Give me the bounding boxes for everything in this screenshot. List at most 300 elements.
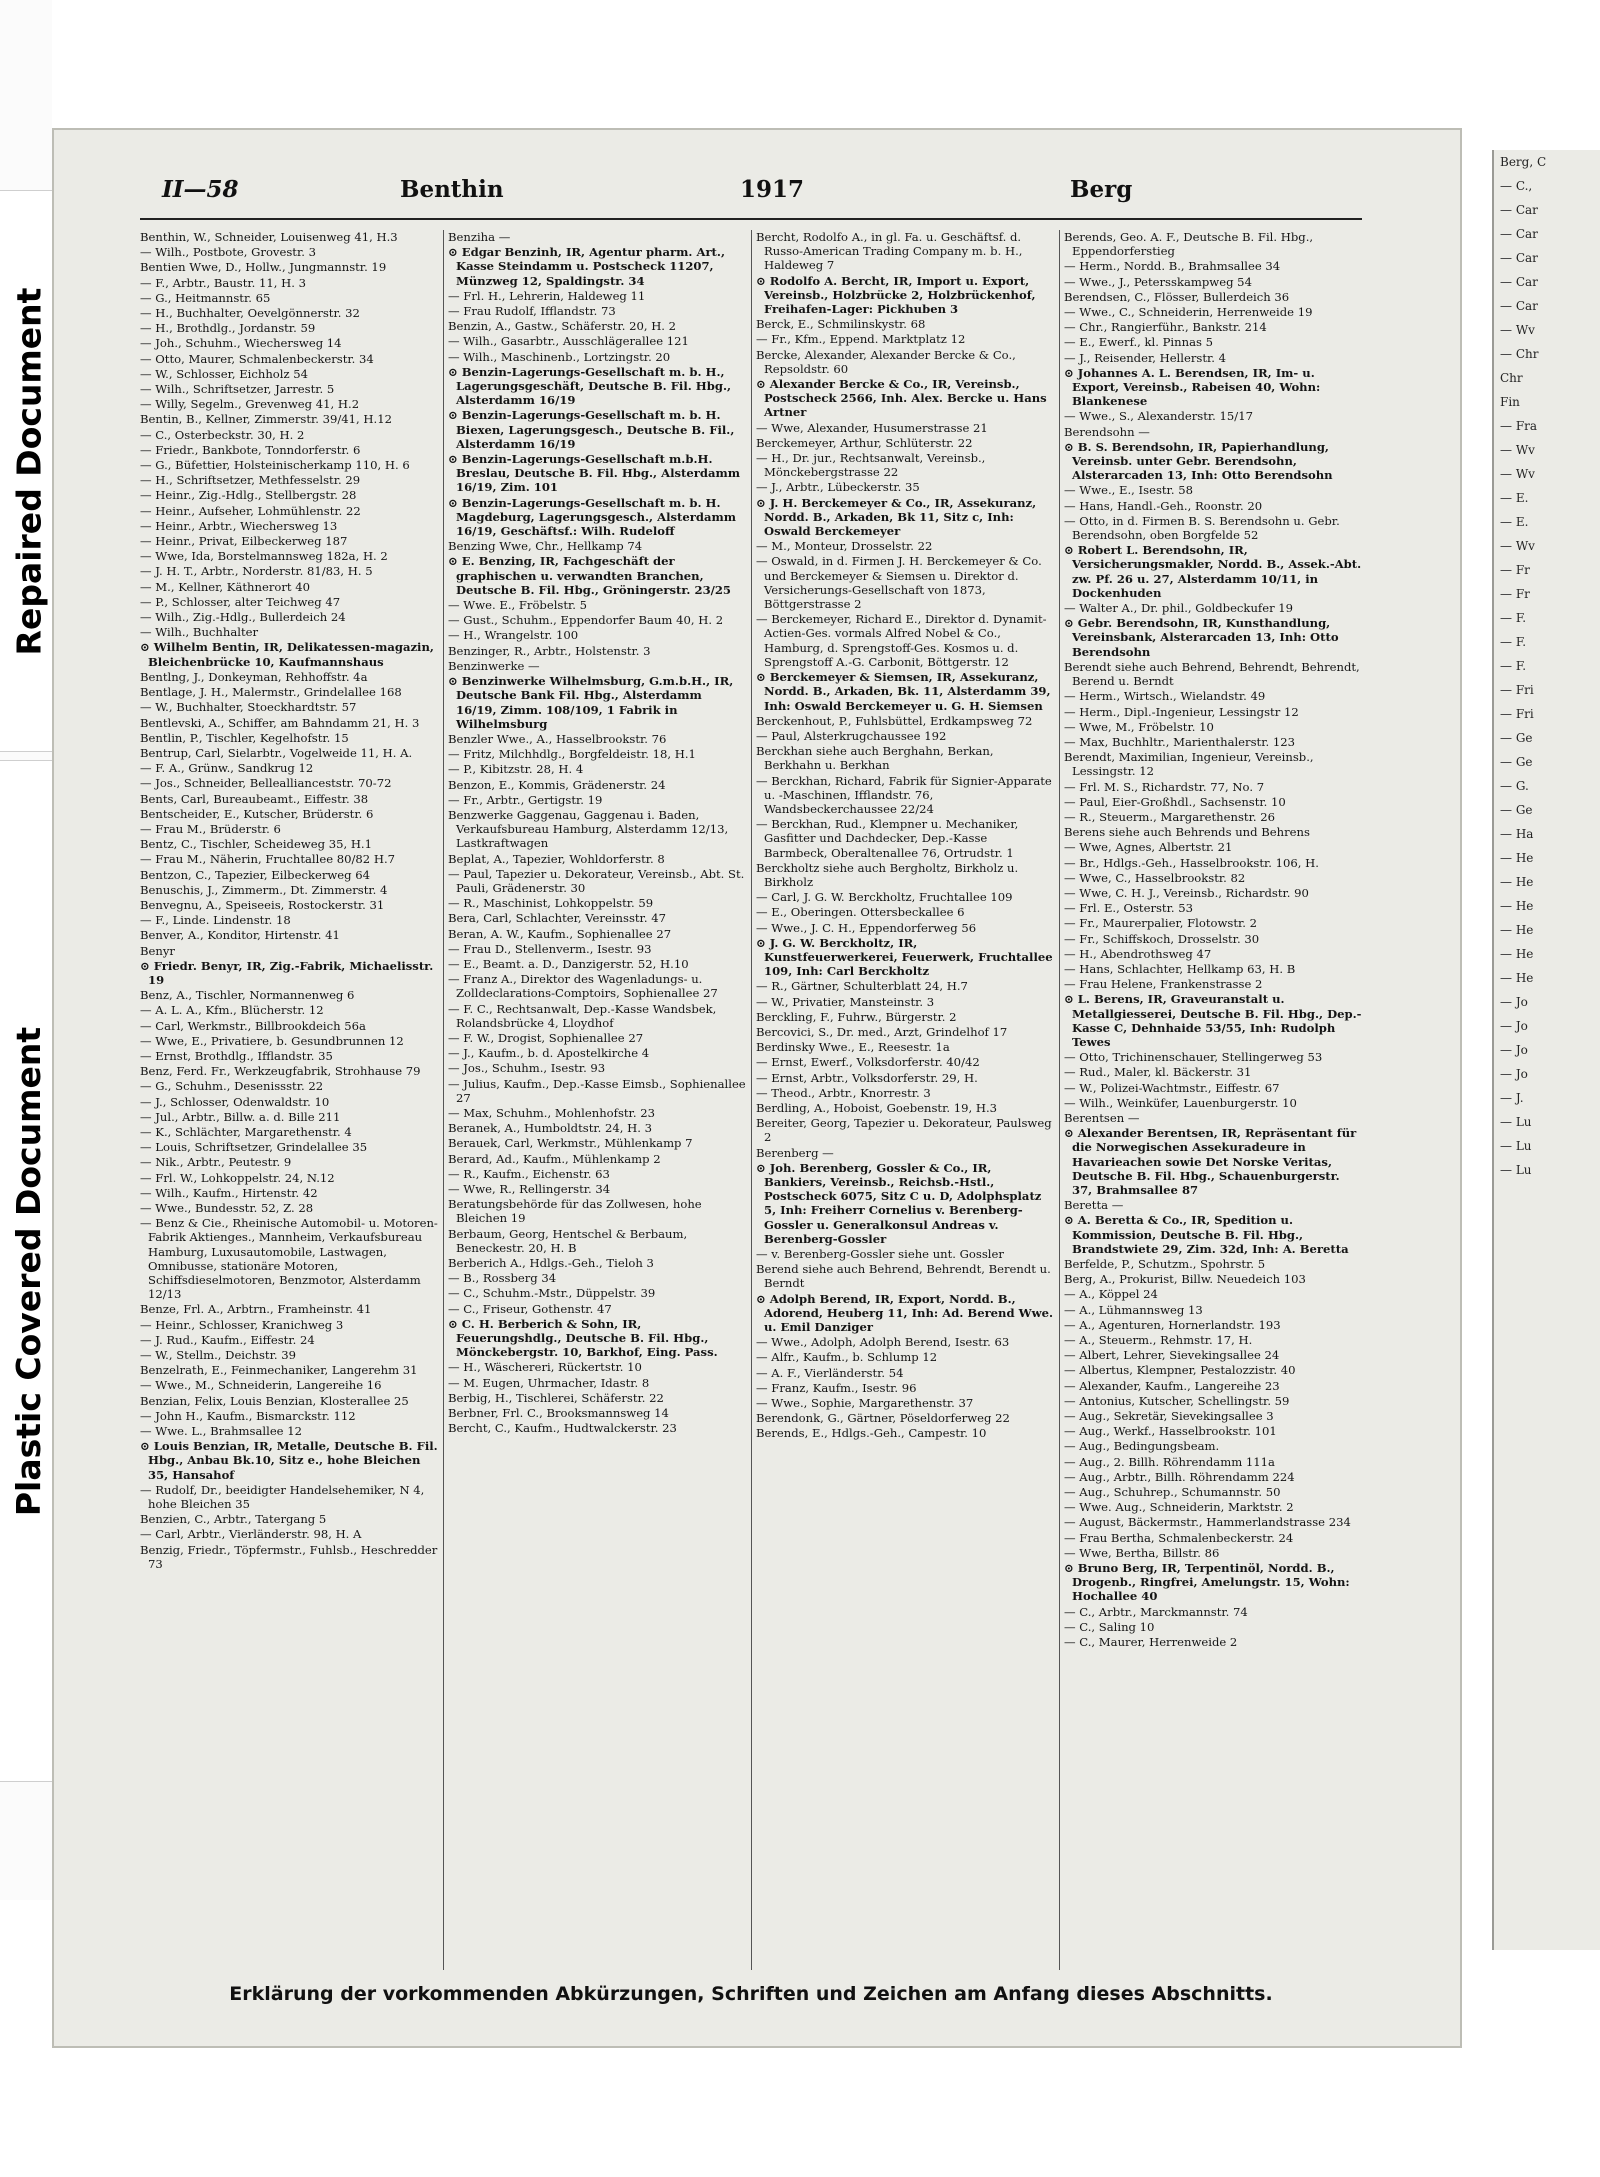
directory-entry: — Berckhan, Rud., Klempner u. Mechaniker, Gasfitter und Dachdecker, Dep.-Kasse Barmbeck, Oberaltenallee 76, Ortrudstr. 1 bbox=[756, 817, 1019, 860]
directory-entry: — A. L. A., Kfm., Blücherstr. 12 bbox=[140, 1003, 324, 1018]
directory-entry: Beplat, A., Tapezier, Wohldorferstr. 8 bbox=[448, 851, 665, 866]
directory-entry: — A., Steuerm., Rehmstr. 17, H. bbox=[1064, 1333, 1253, 1348]
adjacent-page-fragment: — Car bbox=[1500, 299, 1538, 313]
adjacent-page-edge bbox=[1492, 150, 1600, 1950]
directory-entry: — Fr., Kfm., Eppend. Marktplatz 12 bbox=[756, 332, 966, 347]
directory-entry: Berfelde, P., Schutzm., Spohrstr. 5 bbox=[1064, 1257, 1266, 1272]
adjacent-page-fragment: — Chr bbox=[1500, 347, 1539, 361]
directory-entry: — Heinr., Arbtr., Wiechersweg 13 bbox=[140, 518, 338, 533]
directory-entry: ⊙ Johannes A. L. Berendsen, IR, Im- u. Export, Vereinsb., Rabeisen 40, Wohn: Blankenese bbox=[1064, 365, 1321, 409]
directory-entry: — August, Bäckermstr., Hammerlandstrasse 234 bbox=[1064, 1515, 1351, 1530]
directory-entry: — Wwe, Bertha, Billstr. 86 bbox=[1064, 1545, 1220, 1560]
adjacent-page-fragment: — Fra bbox=[1500, 419, 1538, 433]
directory-entry: — Aug., Schuhrep., Schumannstr. 50 bbox=[1064, 1485, 1281, 1500]
directory-entry: — Rud., Maler, kl. Bäckerstr. 31 bbox=[1064, 1065, 1252, 1080]
directory-entry: — Frau D., Stellenverm., Isestr. 93 bbox=[448, 941, 652, 956]
directory-entry: ⊙ J. G. W. Berckholtz, IR, Kunstfeuerwerkerei, Feuerwerk, Fruchtallee 109, Inh: Carl Berckholtz bbox=[756, 935, 1053, 979]
directory-entry: ⊙ Joh. Berenberg, Gossler & Co., IR, Bankiers, Vereinsb., Reichsb.-Hstl., Postscheck 6075, Sitz C u. D, Adolphsplatz 5, Inh: Freiherr Cornelius v. Berenberg-Gossler u. Generalkonsul Andreas v. Berenberg-Gossler bbox=[756, 1160, 1042, 1246]
directory-entry: Benzing Wwe, Chr., Hellkamp 74 bbox=[448, 539, 643, 554]
directory-entry: ⊙ A. Beretta & Co., IR, Spedition u. Kommission, Deutsche B. Fil. Hbg., Brandstwiete 29, Zim. 32d, Inh: A. Beretta bbox=[1064, 1213, 1349, 1256]
directory-entry: — A. F., Vierländerstr. 54 bbox=[756, 1365, 904, 1380]
directory-entry: — Wwe, C. H. J., Vereinsb., Richardstr. 90 bbox=[1064, 885, 1309, 900]
adjacent-page-fragment: — Fr bbox=[1500, 587, 1530, 601]
directory-entry: Beran, A. W., Kaufm., Sophienallee 27 bbox=[448, 926, 672, 941]
directory-entry: — C., Saling 10 bbox=[1064, 1619, 1155, 1634]
plastic-covered-text: Plastic Covered Document bbox=[9, 1026, 49, 1516]
directory-entry: — Walter A., Dr. phil., Goldbeckufer 19 bbox=[1064, 601, 1294, 616]
directory-entry: ⊙ Rodolfo A. Bercht, IR, Import u. Export, Vereinsb., Holzbrücke 2, Holzbrückenhof, Freihafen-Lager: Pickhuben 3 bbox=[756, 273, 1036, 317]
directory-entry: Bercke, Alexander, Alexander Bercke & Co., Repsoldstr. 60 bbox=[756, 347, 1016, 376]
directory-entry: Berckemeyer, Arthur, Schlüterstr. 22 bbox=[756, 435, 973, 450]
directory-entry: — Frau M., Brüderstr. 6 bbox=[140, 821, 281, 836]
directory-entry: — H., Wrangelstr. 100 bbox=[448, 628, 579, 643]
directory-entry: — Wwe., Sophie, Margarethenstr. 37 bbox=[756, 1396, 974, 1411]
directory-entry: — A., Köppel 24 bbox=[1064, 1287, 1158, 1302]
directory-entry: — Otto, in d. Firmen B. S. Berendsohn u. Gebr. Berendsohn, oben Borgfelde 52 bbox=[1064, 513, 1340, 543]
directory-entry: Berg, A., Prokurist, Billw. Neuedeich 103 bbox=[1064, 1272, 1306, 1287]
directory-entry: — Aug., Arbtr., Billh. Röhrendamm 224 bbox=[1064, 1469, 1295, 1484]
directory-entry: — J., Reisender, Hellerstr. 4 bbox=[1064, 350, 1226, 365]
adjacent-page-fragment: — F. bbox=[1500, 611, 1527, 625]
directory-entry: — Wwe, Ida, Borstelmannsweg 182a, H. 2 bbox=[140, 549, 388, 564]
column-4 bbox=[1064, 230, 1362, 1970]
directory-entry: — Wwe, R., Rellingerstr. 34 bbox=[448, 1182, 611, 1196]
directory-entry: ⊙ Robert L. Berendsohn, IR, Versicherungsmakler, Nordd. B., Assek.-Abt. zw. Pf. 26 u. 27, Alsterdamm 10/11, in Dockenhuden bbox=[1064, 543, 1362, 600]
directory-entry: Bercht, C., Kaufm., Hudtwalckerstr. 23 bbox=[448, 1421, 677, 1436]
directory-entry: — Wwe. L., Brahmsallee 12 bbox=[140, 1424, 302, 1439]
directory-entry: — Frl. M. S., Richardstr. 77, No. 7 bbox=[1064, 779, 1265, 794]
adjacent-page-fragment: — Car bbox=[1500, 227, 1538, 241]
directory-entry: — Albertus, Klempner, Pestalozzistr. 40 bbox=[1064, 1363, 1296, 1378]
directory-entry: ⊙ Benzin-Lagerungs-Gesellschaft m. b. H. Biexen, Lagerungsgesch., Deutsche B. Fil., Alsterdamm 16/19 bbox=[448, 408, 735, 451]
directory-entry: — F. A., Grünw., Sandkrug 12 bbox=[140, 761, 314, 776]
directory-entry: — Jos., Schuhm., Isestr. 93 bbox=[448, 1061, 606, 1076]
directory-entry: — Willy, Segelm., Grevenweg 41, H.2 bbox=[140, 397, 360, 412]
directory-entry: — R., Gärtner, Schulterblatt 24, H.7 bbox=[756, 979, 968, 994]
adjacent-page-fragment: — Fri bbox=[1500, 707, 1534, 721]
directory-entry: — G., Heitmannstr. 65 bbox=[140, 290, 271, 305]
adjacent-page-fragment: — Jo bbox=[1500, 1043, 1528, 1057]
directory-entry: ⊙ Berckemeyer & Siemsen, IR, Assekuranz, Nordd. B., Arkaden, Bk. 11, Alsterdamm 39, Inh: Oswald Berckemeyer u. G. H. Siemsen bbox=[756, 670, 1051, 713]
directory-entry: Benz, A., Tischler, Normannenweg 6 bbox=[140, 988, 355, 1003]
adjacent-page-fragment: — E. bbox=[1500, 515, 1529, 529]
directory-entry: — Albert, Lehrer, Sievekingsallee 24 bbox=[1064, 1348, 1280, 1363]
directory-entry: — W., Stellm., Deichstr. 39 bbox=[140, 1348, 296, 1363]
directory-entry: — Alfr., Kaufm., b. Schlump 12 bbox=[756, 1350, 938, 1365]
directory-entry: — F. W., Drogist, Sophienallee 27 bbox=[448, 1030, 644, 1045]
adjacent-page-fragment: — Jo bbox=[1500, 1067, 1528, 1081]
directory-entry: Berentsen — bbox=[1064, 1110, 1140, 1125]
directory-entry: — Wwe, Alexander, Husumerstrasse 21 bbox=[756, 420, 988, 435]
header-year: 1917 bbox=[740, 176, 805, 203]
directory-entry: — Chr., Rangierführ., Bankstr. 214 bbox=[1064, 320, 1267, 335]
directory-entry: ⊙ L. Berens, IR, Graveuranstalt u. Metallgiesserei, Deutsche B. Fil. Hbg., Dep.-Kasse C, Dehnhaide 53/55, Inh: Rudolph Tewes bbox=[1064, 992, 1362, 1049]
directory-entry: — Heinr., Privat, Eilbeckerweg 187 bbox=[140, 534, 348, 549]
directory-entry: Berauek, Carl, Werkmstr., Mühlenkamp 7 bbox=[448, 1136, 693, 1151]
directory-entry: Benzin, A., Gastw., Schäferstr. 20, H. 2 bbox=[448, 319, 677, 334]
directory-entry: — Wilh., Weinküfer, Lauenburgerstr. 10 bbox=[1064, 1095, 1297, 1110]
directory-entry: Benzon, E., Kommis, Grädenerstr. 24 bbox=[448, 777, 666, 792]
directory-entry: Benze, Frl. A., Arbtrn., Framheinstr. 41 bbox=[140, 1302, 372, 1317]
directory-entry: — Fr., Maurerpalier, Flotowstr. 2 bbox=[1064, 916, 1258, 931]
directory-entry: — Jos., Schneider, Belleallianceststr. 70-72 bbox=[140, 776, 392, 791]
adjacent-page-fragment: — Ge bbox=[1500, 755, 1533, 769]
directory-entry: — Aug., Sekretär, Sievekingsallee 3 bbox=[1064, 1409, 1274, 1424]
directory-entry: ⊙ J. H. Berckemeyer & Co., IR, Assekuranz, Nordd. B., Arkaden, Bk 11, Sitz c, Inh: Oswald Berckemeyer bbox=[756, 495, 1037, 539]
directory-entry: — M., Monteur, Drosselstr. 22 bbox=[756, 539, 933, 554]
directory-entry: Benzinwerke — bbox=[448, 658, 540, 673]
directory-entry: Benvegnu, A., Speiseeis, Rostockerstr. 31 bbox=[140, 897, 385, 912]
directory-entry: — G., Schuhm., Desenissstr. 22 bbox=[140, 1079, 324, 1094]
directory-entry: Benzien, C., Arbtr., Tatergang 5 bbox=[140, 1512, 327, 1527]
directory-entry: Benzinger, R., Arbtr., Holstenstr. 3 bbox=[448, 643, 651, 658]
directory-entry: — J., Schlosser, Odenwaldstr. 10 bbox=[140, 1094, 330, 1109]
directory-entry: — P., Schlosser, alter Teichweg 47 bbox=[140, 594, 341, 609]
adjacent-page-fragment: — F. bbox=[1500, 659, 1527, 673]
directory-entry: Benuschis, J., Zimmerm., Dt. Zimmerstr. 4 bbox=[140, 882, 388, 897]
directory-entry: — E., Oberingen. Ottersbeckallee 6 bbox=[756, 905, 965, 920]
directory-entry: — Alexander, Kaufm., Langereihe 23 bbox=[1064, 1378, 1280, 1393]
directory-entry: — Herm., Wirtsch., Wielandstr. 49 bbox=[1064, 689, 1266, 704]
directory-entry: — Rudolf, Dr., beeidigter Handelsehemiker, N 4, hohe Bleichen 35 bbox=[140, 1482, 425, 1512]
directory-entry: — E., Beamt. a. D., Danzigerstr. 52, H.10 bbox=[448, 956, 689, 971]
directory-entry: Bentz, C., Tischler, Scheideweg 35, H.1 bbox=[140, 837, 372, 852]
adjacent-page-fragment: — Jo bbox=[1500, 1019, 1528, 1033]
directory-entry: Berckhan siehe auch Berghahn, Berkan, Berkhahn u. Berkhan bbox=[756, 744, 994, 773]
directory-entry: — W., Buchhalter, Stoeckhardtstr. 57 bbox=[140, 700, 357, 715]
directory-entry: — C., Arbtr., Marckmannstr. 74 bbox=[1064, 1604, 1248, 1619]
adjacent-page-fragment: — Car bbox=[1500, 203, 1538, 217]
directory-entry: — Herm., Nordd. B., Brahmsallee 34 bbox=[1064, 259, 1281, 274]
directory-entry: — Gust., Schuhm., Eppendorfer Baum 40, H. 2 bbox=[448, 613, 724, 628]
adjacent-page-fragment: — Car bbox=[1500, 251, 1538, 265]
directory-entry: — Wilh., Maschinenb., Lortzingstr. 20 bbox=[448, 349, 671, 364]
directory-entry: — Carl, Arbtr., Vierländerstr. 98, H. A bbox=[140, 1527, 362, 1542]
directory-entry: Berdinsky Wwe., E., Reesestr. 1a bbox=[756, 1040, 950, 1055]
directory-entry: — C., Maurer, Herrenweide 2 bbox=[1064, 1635, 1238, 1650]
directory-entry: — H., Brothdlg., Jordanstr. 59 bbox=[140, 321, 316, 336]
directory-entry: — Fr., Arbtr., Gertigstr. 19 bbox=[448, 792, 603, 807]
adjacent-page-fragment: — Wv bbox=[1500, 539, 1535, 553]
directory-entry: — Aug., 2. Billh. Röhrendamm 111a bbox=[1064, 1454, 1275, 1469]
directory-entry: Benzig, Friedr., Töpfermstr., Fuhlsb., Heschredder 73 bbox=[140, 1542, 438, 1571]
adjacent-page-fragment: — He bbox=[1500, 947, 1534, 961]
directory-entry: — W., Schlosser, Eichholz 54 bbox=[140, 366, 309, 381]
directory-entry: — J., Kaufm., b. d. Apostelkirche 4 bbox=[448, 1046, 650, 1061]
directory-entry: Benziha — bbox=[448, 230, 511, 244]
directory-entry: — Wilh., Buchhalter bbox=[140, 625, 259, 640]
directory-entry: Beratungsbehörde für das Zollwesen, hohe Bleichen 19 bbox=[448, 1197, 702, 1226]
directory-entry: — Wwe., E., Isestr. 58 bbox=[1064, 483, 1193, 498]
directory-entry: Benyr bbox=[140, 943, 175, 958]
directory-entry: Berendt siehe auch Behrend, Behrendt, Behrendt, Berend u. Berndt bbox=[1064, 659, 1360, 689]
directory-entry: Berbaum, Georg, Hentschel & Berbaum, Beneckestr. 20, H. B bbox=[448, 1226, 688, 1255]
directory-entry: — Otto, Trichinenschauer, Stellingerweg 53 bbox=[1064, 1050, 1323, 1065]
directory-entry: ⊙ Louis Benzian, IR, Metalle, Deutsche B. Fil. Hbg., Anbau Bk.10, Sitz e., hohe Bleichen 35, Hansahof bbox=[140, 1439, 438, 1482]
directory-entry: ⊙ Alexander Bercke & Co., IR, Vereinsb., Postscheck 2566, Inh. Alex. Bercke u. Hans Artner bbox=[756, 377, 1047, 420]
directory-entry: ⊙ Adolph Berend, IR, Export, Nordd. B., Adorend, Heuberg 11, Inh: Ad. Berend Wwe. u. Emil Danziger bbox=[756, 1291, 1054, 1335]
adjacent-page-fragment: — E. bbox=[1500, 491, 1529, 505]
directory-entry: — Wilh., Schriftsetzer, Jarrestr. 5 bbox=[140, 382, 335, 397]
directory-entry: ⊙ B. S. Berendsohn, IR, Papierhandlung, Vereinsb. unter Gebr. Berendsohn, Alsterarcaden 13, Inh: Otto Berendsohn bbox=[1064, 439, 1333, 483]
directory-entry: Berend siehe auch Behrend, Behrendt, Berendt u. Berndt bbox=[756, 1262, 1051, 1291]
directory-entry: — Ernst, Ewerf., Volksdorferstr. 40/42 bbox=[756, 1055, 980, 1070]
plastic-covered-label bbox=[0, 760, 59, 1782]
directory-entry: Berdling, A., Hoboist, Goebenstr. 19, H.3 bbox=[756, 1100, 998, 1115]
directory-entry: — Frl. E., Osterstr. 53 bbox=[1064, 901, 1193, 916]
directory-entry: Bentscheider, E., Kutscher, Brüderstr. 6 bbox=[140, 806, 374, 821]
directory-entry: — Otto, Maurer, Schmalenbeckerstr. 34 bbox=[140, 351, 374, 366]
directory-entry: — B., Rossberg 34 bbox=[448, 1271, 557, 1286]
adjacent-page-fragment: — Lu bbox=[1500, 1139, 1532, 1153]
directory-entry: — Hans, Schlachter, Hellkamp 63, H. B bbox=[1064, 961, 1296, 976]
adjacent-page-fragment: — Fr bbox=[1500, 563, 1530, 577]
directory-entry: — W., Polizei-Wachtmstr., Eiffestr. 67 bbox=[1064, 1080, 1280, 1095]
directory-entry: — R., Kaufm., Eichenstr. 63 bbox=[448, 1166, 610, 1181]
directory-entry: Bentlage, J. H., Malermstr., Grindelallee 168 bbox=[140, 685, 402, 700]
directory-entry: — Paul, Alsterkrugchaussee 192 bbox=[756, 728, 947, 743]
directory-entry: — Frl. H., Lehrerin, Haldeweg 11 bbox=[448, 288, 646, 303]
directory-entry: Berendsohn — bbox=[1064, 424, 1150, 439]
directory-entry: — Wwe, E., Privatiere, b. Gesundbrunnen 12 bbox=[140, 1033, 404, 1048]
directory-entry: — Wilh., Kaufm., Hirtenstr. 42 bbox=[140, 1185, 318, 1200]
page-content bbox=[140, 168, 1362, 2028]
directory-entry: ⊙ Gebr. Berendsohn, IR, Kunsthandlung, Vereinsbank, Alsterarcaden 13, Inh: Otto Berendsohn bbox=[1064, 616, 1339, 659]
adjacent-page-fragment: — Jo bbox=[1500, 995, 1528, 1009]
directory-entry: — C., Friseur, Gothenstr. 47 bbox=[448, 1301, 612, 1316]
adjacent-page-fragment: — He bbox=[1500, 971, 1534, 985]
directory-entry: — Paul, Tapezier u. Dekorateur, Vereinsb., Abt. St. Pauli, Grädenerstr. 30 bbox=[448, 866, 745, 895]
directory-entry: Berbig, H., Tischlerei, Schäferstr. 22 bbox=[448, 1390, 664, 1405]
directory-entry: Berberich A., Hdlgs.-Geh., Tieloh 3 bbox=[448, 1256, 654, 1271]
directory-entry: Berendsen, C., Flösser, Bullerdeich 36 bbox=[1064, 289, 1290, 304]
directory-entry: — Carl, Werkmstr., Billbrookdeich 56a bbox=[140, 1018, 366, 1033]
abbreviation-note: Erklärung der vorkommenden Abkürzungen, Schriften und Zeichen am Anfang dieses Abschnitts. bbox=[229, 1983, 1273, 2005]
directory-entry: Berard, Ad., Kaufm., Mühlenkamp 2 bbox=[448, 1151, 661, 1166]
directory-entry: ⊙ Benzin-Lagerungs-Gesellschaft m. b. H., Lagerungsgeschäft, Deutsche B. Fil. Hbg., Alsterdamm 16/19 bbox=[448, 364, 732, 408]
directory-entry: — Frau Helene, Frankenstrasse 2 bbox=[1064, 977, 1263, 992]
directory-entry: — J. H. T., Arbtr., Norderstr. 81/83, H. 5 bbox=[140, 564, 373, 579]
directory-entry: — Frau M., Näherin, Fruchtallee 80/82 H.7 bbox=[140, 852, 396, 867]
directory-entry: Bentrup, Carl, Sielarbtr., Vogelweide 11, H. A. bbox=[140, 745, 413, 760]
directory-entry: ⊙ Wilhelm Bentin, IR, Delikatessen-magazin, Bleichenbrücke 10, Kaufmannshaus bbox=[140, 640, 434, 669]
directory-entry: — Oswald, in d. Firmen J. H. Berckemeyer & Co. und Berckemeyer & Siemsen u. Direktor d. Versicherungs-Gesellschaft von 1873, Böttgerstrasse 2 bbox=[756, 554, 1042, 612]
column-divider bbox=[1059, 230, 1060, 1970]
directory-entry: — Wwe., M., Schneiderin, Langereihe 16 bbox=[140, 1378, 382, 1393]
directory-entry: — E., Ewerf., kl. Pinnas 5 bbox=[1064, 335, 1213, 350]
directory-entry: — G., Büfettier, Holsteinischerkamp 110, H. 6 bbox=[140, 458, 410, 473]
directory-entry: Benzwerke Gaggenau, Gaggenau i. Baden, Verkaufsbureau Hamburg, Alsterdamm 12/13, Lastkraftwagen bbox=[448, 807, 729, 851]
directory-entry: Berck, E., Schmilinskystr. 68 bbox=[756, 317, 926, 332]
directory-entry: Benthin, W., Schneider, Louisenweg 41, H.3 bbox=[140, 230, 398, 244]
directory-entry: Benver, A., Konditor, Hirtenstr. 41 bbox=[140, 928, 340, 943]
directory-entry: — H., Dr. jur., Rechtsanwalt, Vereinsb., Mönckebergstrasse 22 bbox=[756, 451, 986, 480]
directory-entry: — Frau Bertha, Schmalenbeckerstr. 24 bbox=[1064, 1530, 1294, 1545]
directory-entry: — M., Kellner, Käthnerort 40 bbox=[140, 579, 310, 594]
directory-entry: — Br., Hdlgs.-Geh., Hasselbrookstr. 106, H. bbox=[1064, 855, 1319, 870]
directory-entry: — Berckemeyer, Richard E., Direktor d. Dynamit-Actien-Ges. vormals Alfred Nobel & Co., Hamburg, d. Sprengstoff-Ges. Kosmos u. d. Sprengstoff A.-G. Carbonit, Böttgerstr. 12 bbox=[756, 612, 1047, 669]
directory-entry: Bereiter, Georg, Tapezier u. Dekorateur, Paulsweg 2 bbox=[756, 1116, 1052, 1145]
adjacent-page-fragment: Chr bbox=[1500, 371, 1523, 385]
directory-entry: — Fritz, Milchhdlg., Borgfeldeistr. 18, H.1 bbox=[448, 747, 696, 762]
directory-entry: — Julius, Kaufm., Dep.-Kasse Eimsb., Sophienallee 27 bbox=[448, 1076, 746, 1105]
directory-entry: — Wwe., J. C. H., Eppendorferweg 56 bbox=[756, 920, 977, 935]
directory-entry: Bentlng, J., Donkeyman, Rehhoffstr. 4a bbox=[140, 669, 368, 684]
directory-entry: — Wilh., Gasarbtr., Ausschlägerallee 121 bbox=[448, 334, 689, 349]
directory-entry: Bentlin, P., Tischler, Kegelhofstr. 15 bbox=[140, 730, 349, 745]
header-first-name: Benthin bbox=[400, 176, 504, 203]
adjacent-page-fragment: — Ge bbox=[1500, 731, 1533, 745]
directory-entry: — F. C., Rechtsanwalt, Dep.-Kasse Wandsbek, Rolandsbrücke 4, Lloydhof bbox=[448, 1001, 717, 1030]
directory-entry: — Wwe., Adolph, Adolph Berend, Isestr. 63 bbox=[756, 1335, 1010, 1350]
directory-entry: ⊙ E. Benzing, IR, Fachgeschäft der graphischen u. verwandten Branchen, Deutsche B. Fil. Hbg., Gröningerstr. 23/25 bbox=[448, 554, 731, 597]
adjacent-page-fragment: — J. bbox=[1500, 1091, 1524, 1105]
directory-entry: ⊙ Bruno Berg, IR, Terpentinöl, Nordd. B., Drogenb., Ringfrei, Amelungstr. 15, Wohn: Hochallee 40 bbox=[1064, 1561, 1350, 1604]
directory-entry: — M. Eugen, Uhrmacher, Idastr. 8 bbox=[448, 1375, 650, 1390]
directory-entry: — Aug., Werkf., Hasselbrookstr. 101 bbox=[1064, 1424, 1277, 1439]
directory-entry: — Ernst, Brothdlg., Ifflandstr. 35 bbox=[140, 1048, 333, 1063]
directory-entry: — W., Privatier, Mansteinstr. 3 bbox=[756, 994, 935, 1009]
directory-page bbox=[52, 128, 1462, 2048]
directory-entry: — Benz & Cie., Rheinische Automobil- u. Motoren-Fabrik Aktienges., Mannheim, Verkaufsbureau Hamburg, Luxusautomobile, Lastwagen, Omnibusse, stationäre Motoren, Schiffsdieselmotoren, Benzmotor, Alsterdamm 12/13 bbox=[140, 1216, 438, 1302]
directory-entry: — Friedr., Bankbote, Tonndorferstr. 6 bbox=[140, 442, 361, 457]
directory-entry: — Wwe, Agnes, Albertstr. 21 bbox=[1064, 840, 1233, 855]
adjacent-page-fragment: — Ge bbox=[1500, 803, 1533, 817]
directory-entry: — Antonius, Kutscher, Schellingstr. 59 bbox=[1064, 1393, 1290, 1408]
directory-entry: — Hans, Handl.-Geh., Roonstr. 20 bbox=[1064, 498, 1263, 513]
repaired-document-label bbox=[0, 190, 59, 752]
directory-entry: Bentin, B., Kellner, Zimmerstr. 39/41, H.12 bbox=[140, 412, 392, 427]
directory-entry: — R., Steuerm., Margarethenstr. 26 bbox=[1064, 809, 1275, 824]
directory-entry: — P., Kibitzstr. 28, H. 4 bbox=[448, 762, 584, 777]
directory-entry: — Max, Schuhm., Mohlenhofstr. 23 bbox=[448, 1105, 655, 1120]
directory-entry: Berends, E., Hdlgs.-Geh., Campestr. 10 bbox=[756, 1426, 987, 1441]
adjacent-page-fragment: — Ha bbox=[1500, 827, 1534, 841]
directory-entry: — Max, Buchhltr., Marienthalerstr. 123 bbox=[1064, 734, 1295, 749]
directory-entry: — H., Buchhalter, Oevelgönnerstr. 32 bbox=[140, 306, 360, 321]
column-divider bbox=[751, 230, 752, 1970]
directory-entry: Bents, Carl, Bureaubeamt., Eiffestr. 38 bbox=[140, 791, 369, 806]
directory-entry: ⊙ Benzinwerke Wilhelmsburg, G.m.b.H., IR, Deutsche Bank Fil. Hbg., Alsterdamm 16/19, Zimm. 108/109, 1 Fabrik in Wilhelmsburg bbox=[448, 674, 734, 731]
adjacent-page-fragment: — Car bbox=[1500, 275, 1538, 289]
directory-entry: — Aug., Bedingungsbeam. bbox=[1064, 1439, 1220, 1454]
directory-entry: — Jul., Arbtr., Billw. a. d. Bille 211 bbox=[140, 1109, 341, 1124]
directory-entry: Bercovici, S., Dr. med., Arzt, Grindelhof 17 bbox=[756, 1024, 1008, 1039]
header-rule bbox=[140, 218, 1362, 220]
directory-entry: — Berckhan, Richard, Fabrik für Signier-Apparate u. -Maschinen, Ifflandstr. 76, Wandsbeckerchaussee 22/24 bbox=[756, 773, 1052, 816]
column-1 bbox=[140, 230, 438, 1970]
directory-entry: — C., Osterbeckstr. 30, H. 2 bbox=[140, 427, 305, 442]
directory-entry: Bentlevski, A., Schiffer, am Bahndamm 21, H. 3 bbox=[140, 715, 420, 730]
directory-entry: — Ernst, Arbtr., Volksdorferstr. 29, H. bbox=[756, 1070, 978, 1085]
directory-entry: — J. Rud., Kaufm., Eiffestr. 24 bbox=[140, 1332, 315, 1347]
directory-entry: Benzian, Felix, Louis Benzian, Klosterallee 25 bbox=[140, 1393, 409, 1408]
directory-entry: — H., Abendrothsweg 47 bbox=[1064, 946, 1212, 961]
page-number: II—58 bbox=[162, 176, 239, 203]
directory-entry: — Wwe., S., Alexanderstr. 15/17 bbox=[1064, 409, 1253, 424]
directory-entry: Berends, Geo. A. F., Deutsche B. Fil. Hbg., Eppendorferstieg bbox=[1064, 230, 1314, 259]
adjacent-page-fragment: — G. bbox=[1500, 779, 1529, 793]
directory-entry: — Wwe. Aug., Schneiderin, Marktstr. 2 bbox=[1064, 1500, 1294, 1515]
directory-entry: — K., Schlächter, Margarethenstr. 4 bbox=[140, 1124, 352, 1139]
directory-entry: — A., Lühmannsweg 13 bbox=[1064, 1302, 1203, 1317]
directory-entry: — Wilh., Postbote, Grovestr. 3 bbox=[140, 245, 316, 260]
header-last-name: Berg bbox=[1070, 176, 1133, 203]
adjacent-page-fragment: — Wv bbox=[1500, 323, 1535, 337]
directory-entry: — Louis, Schriftsetzer, Grindelallee 35 bbox=[140, 1140, 368, 1155]
directory-entry: — v. Berenberg-Gossler siehe unt. Gossler bbox=[756, 1247, 1004, 1262]
directory-entry: ⊙ Benzin-Lagerungs-Gesellschaft m. b. H. Magdeburg, Lagerungsgesch., Alsterdamm 16/19, Geschäftsf.: Wilh. Rudeloff bbox=[448, 495, 737, 539]
directory-entry: — J., Arbtr., Lübeckerstr. 35 bbox=[756, 480, 920, 495]
directory-entry: ⊙ Alexander Berentsen, IR, Repräsentant für die Norwegischen Assekuradeure in Havarieachen sowie Det Norske Veritas, Deutsche B. Fil. Hbg., Schauenburgerstr. 37, Brahmsallee 87 bbox=[1064, 1126, 1357, 1197]
directory-entry: — Wilh., Zig.-Hdlg., Bullerdeich 24 bbox=[140, 610, 346, 625]
adjacent-page-fragment: Fin bbox=[1500, 395, 1520, 409]
directory-entry: — F., Linde. Lindenstr. 18 bbox=[140, 913, 291, 928]
directory-entry: — C., Schuhm.-Mstr., Düppelstr. 39 bbox=[448, 1286, 656, 1301]
adjacent-page-fragment: — He bbox=[1500, 899, 1534, 913]
directory-entry: — Frau Rudolf, Ifflandstr. 73 bbox=[448, 304, 616, 319]
directory-entry: — Carl, J. G. W. Berckholtz, Fruchtallee 109 bbox=[756, 890, 1013, 905]
directory-entry: — R., Maschinist, Lohkoppelstr. 59 bbox=[448, 896, 654, 911]
directory-entry: Berens siehe auch Behrends und Behrens bbox=[1064, 825, 1310, 840]
directory-entry: Benzler Wwe., A., Hasselbrookstr. 76 bbox=[448, 731, 667, 746]
column-divider bbox=[443, 230, 444, 1970]
directory-entry: — Nik., Arbtr., Peutestr. 9 bbox=[140, 1155, 292, 1170]
directory-entry: Berendonk, G., Gärtner, Pöseldorferweg 22 bbox=[756, 1411, 1010, 1426]
column-2 bbox=[448, 230, 746, 1970]
directory-entry: Bera, Carl, Schlachter, Vereinsstr. 47 bbox=[448, 911, 666, 926]
directory-entry: — Heinr., Zig.-Hdlg., Stellbergstr. 28 bbox=[140, 488, 357, 503]
directory-entry: — Heinr., Schlosser, Kranichweg 3 bbox=[140, 1317, 344, 1332]
directory-entry: — Wwe., C., Schneiderin, Herrenweide 19 bbox=[1064, 305, 1313, 320]
directory-entry: — Frl. W., Lohkoppelstr. 24, N.12 bbox=[140, 1170, 335, 1185]
directory-entry: — Franz A., Direktor des Wagenladungs- u. Zolldeclarations-Comptoirs, Sophienallee 27 bbox=[448, 972, 718, 1001]
adjacent-page-fragment: — Wv bbox=[1500, 443, 1535, 457]
directory-entry: — Wwe, C., Hasselbrookstr. 82 bbox=[1064, 870, 1246, 885]
directory-entry: Berbner, Frl. C., Brooksmannsweg 14 bbox=[448, 1406, 669, 1421]
directory-entry: — H., Schriftsetzer, Methfesselstr. 29 bbox=[140, 473, 361, 488]
directory-entry: — Theod., Arbtr., Knorrestr. 3 bbox=[756, 1085, 931, 1100]
directory-entry: Berenberg — bbox=[756, 1145, 834, 1160]
adjacent-page-fragment: — He bbox=[1500, 851, 1534, 865]
directory-entry: Beretta — bbox=[1064, 1198, 1124, 1213]
directory-entry: Bentzon, C., Tapezier, Eilbeckerweg 64 bbox=[140, 867, 371, 882]
directory-entry: — Wwe., J., Petersskampweg 54 bbox=[1064, 274, 1252, 289]
directory-entry: ⊙ Benzin-Lagerungs-Gesellschaft m.b.H. Breslau, Deutsche B. Fil. Hbg., Alsterdamm 16/19, Zim. 101 bbox=[448, 452, 741, 495]
running-header bbox=[140, 168, 1362, 212]
directory-entry: — Heinr., Aufseher, Lohmühlenstr. 22 bbox=[140, 503, 361, 518]
directory-entry: Berckling, F., Fuhrw., Bürgerstr. 2 bbox=[756, 1009, 957, 1024]
adjacent-page-fragment: — Lu bbox=[1500, 1163, 1532, 1177]
adjacent-page-fragment: — Fri bbox=[1500, 683, 1534, 697]
directory-entry: — F., Arbtr., Baustr. 11, H. 3 bbox=[140, 275, 307, 290]
directory-entry: ⊙ Edgar Benzinh, IR, Agentur pharm. Art., Kasse Steindamm u. Postscheck 11207, Münzweg 12, Spaldingstr. 34 bbox=[448, 245, 725, 288]
entry-columns bbox=[140, 230, 1362, 1970]
directory-entry: — Herm., Dipl.-Ingenieur, Lessingstr 12 bbox=[1064, 704, 1299, 719]
directory-entry: Berckholtz siehe auch Bergholtz, Birkholz u. Birkholz bbox=[756, 860, 1019, 889]
directory-entry: Berendt, Maximilian, Ingenieur, Vereinsb., Lessingstr. 12 bbox=[1064, 750, 1314, 779]
directory-entry: Berckenhout, P., Fuhlsbüttel, Erdkampsweg 72 bbox=[756, 713, 1033, 728]
directory-entry: ⊙ C. H. Berberich & Sohn, IR, Feuerungshdlg., Deutsche B. Fil. Hbg., Mönckebergstr. 10, Barkhof, Eing. Pass. bbox=[448, 1316, 718, 1360]
directory-entry: — Wwe, M., Fröbelstr. 10 bbox=[1064, 719, 1214, 734]
adjacent-page-fragment: — C., bbox=[1500, 179, 1533, 193]
column-3 bbox=[756, 230, 1054, 1970]
directory-entry: — Paul, Eier-Großhdl., Sachsenstr. 10 bbox=[1064, 794, 1286, 809]
directory-entry: — A., Agenturen, Hornerlandstr. 193 bbox=[1064, 1317, 1281, 1332]
adjacent-page-fragment: — He bbox=[1500, 923, 1534, 937]
adjacent-page-fragment: Berg, C bbox=[1500, 155, 1547, 169]
directory-entry: Bentien Wwe, D., Hollw., Jungmannstr. 19 bbox=[140, 260, 387, 275]
